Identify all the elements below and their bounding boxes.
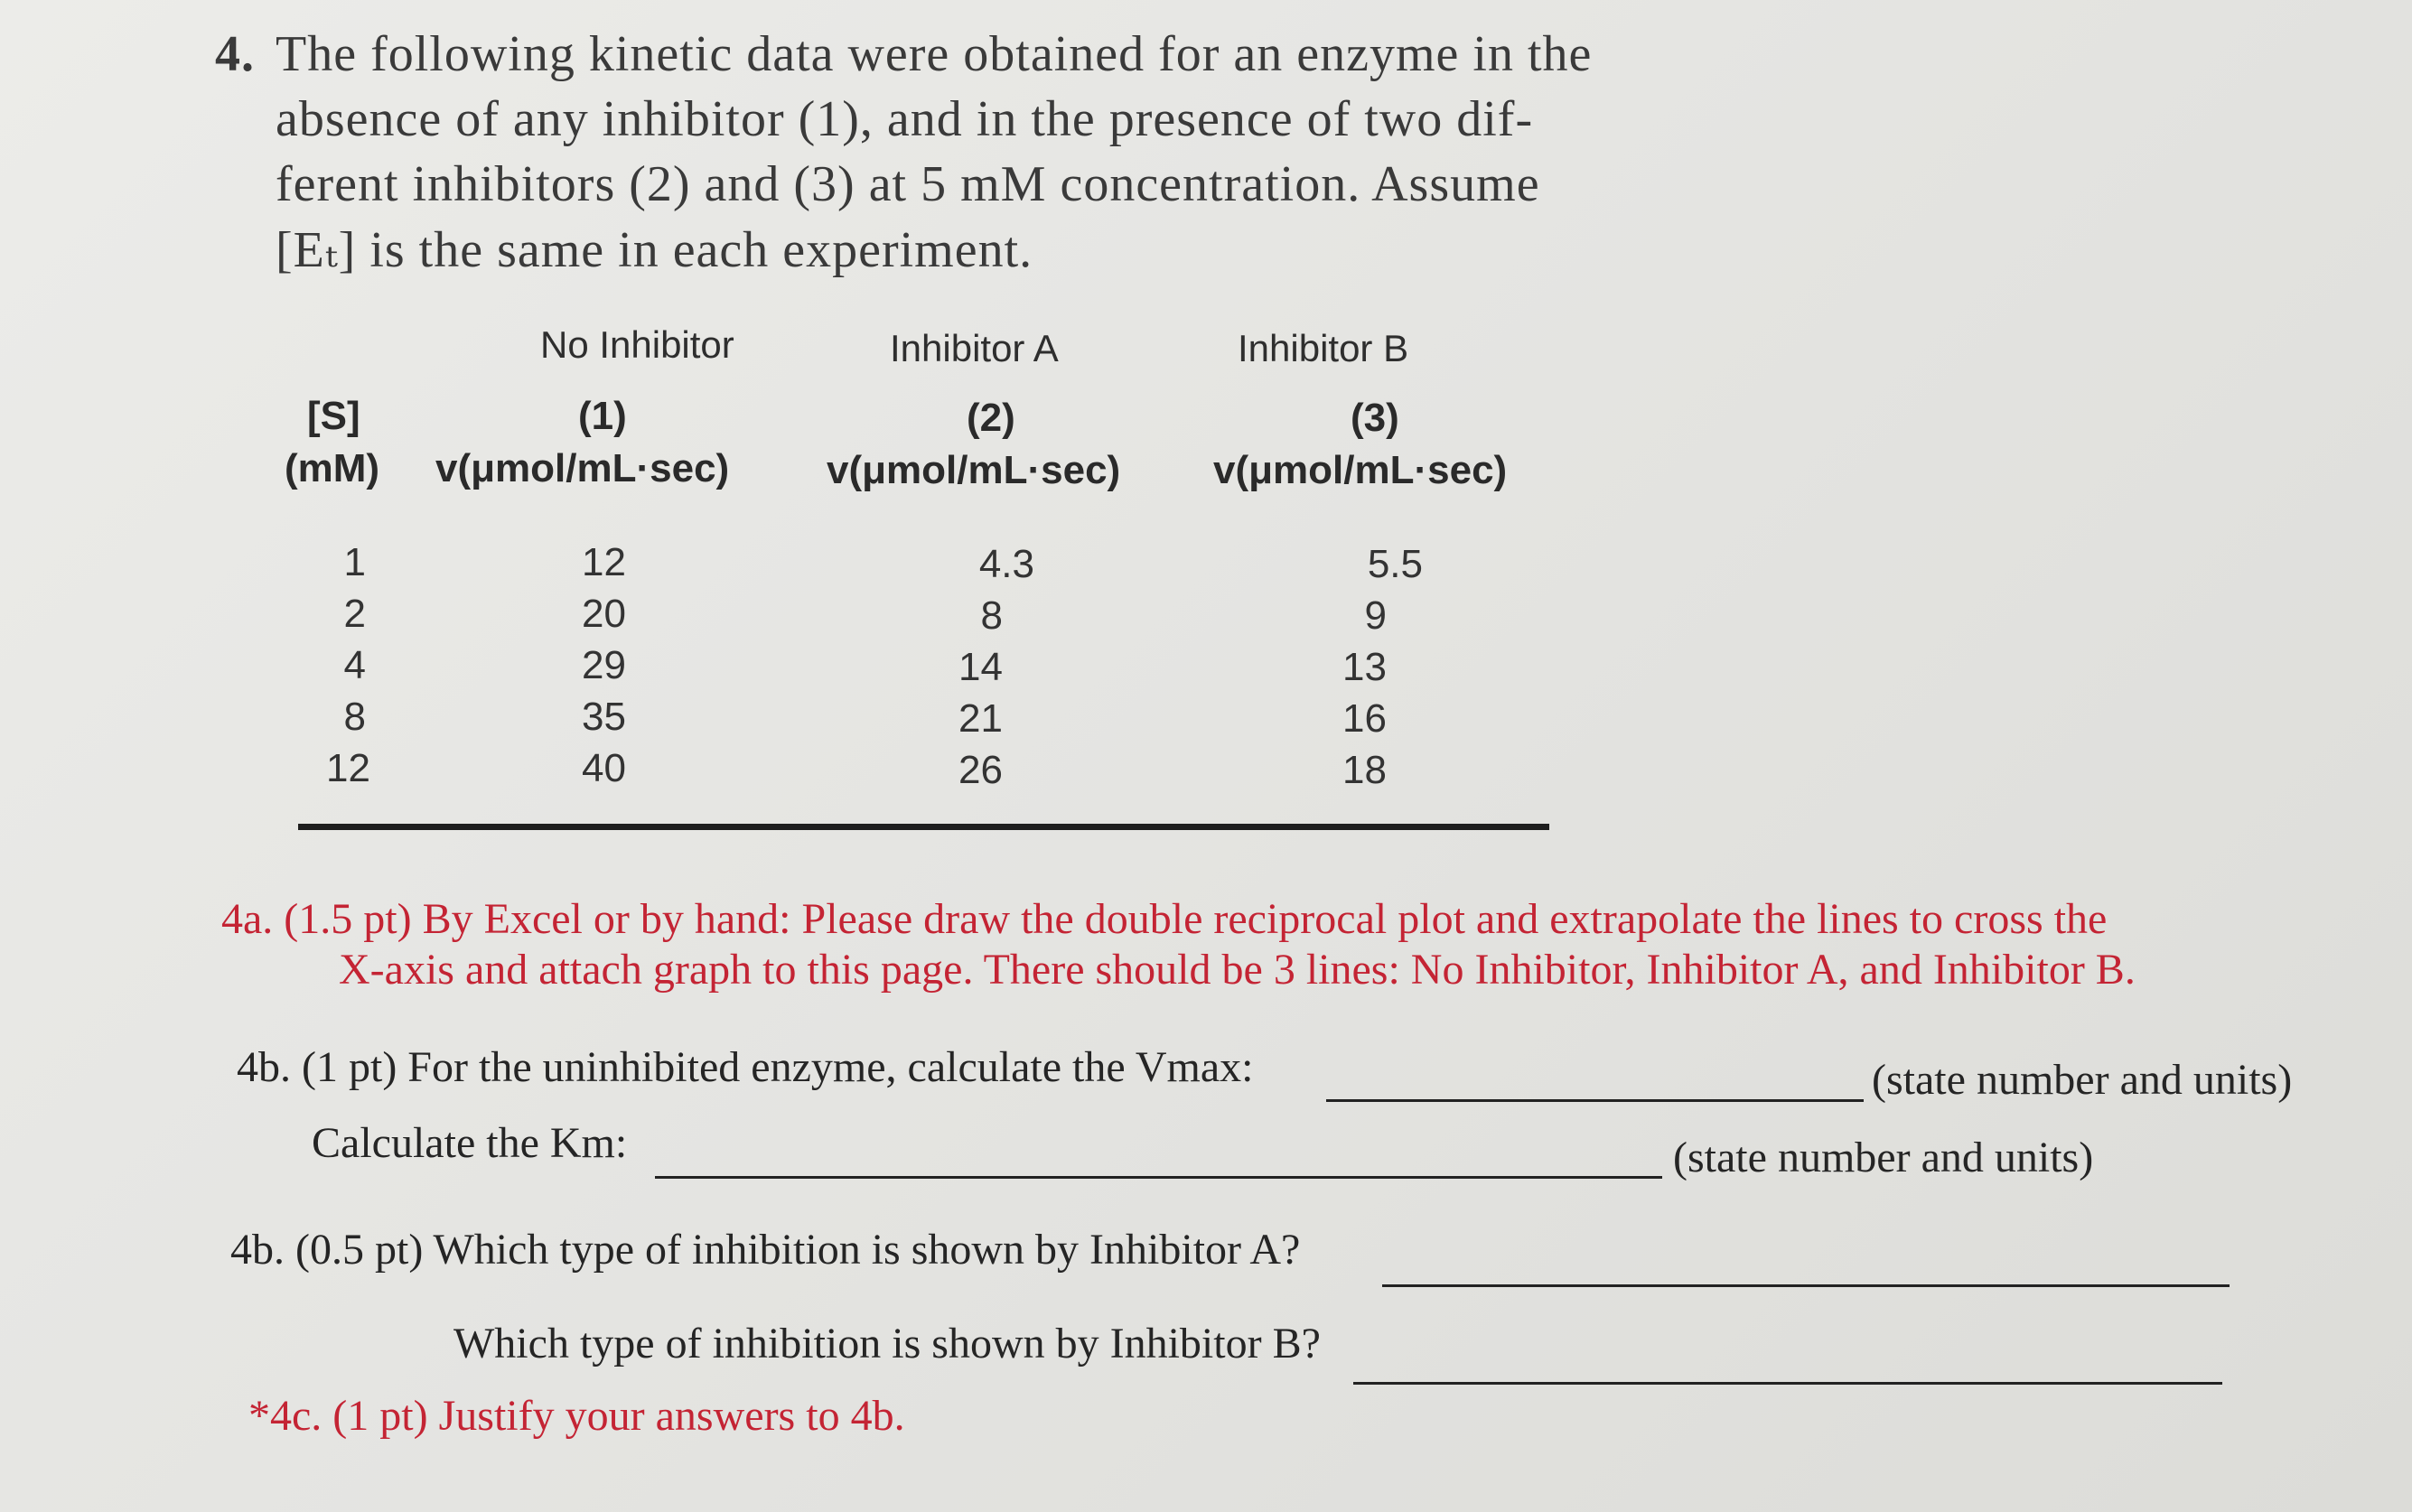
col-unit-3: v(μmol/mL·sec): [1213, 448, 1508, 492]
col-name-inhibitor-b: Inhibitor B: [1238, 327, 1409, 369]
km-answer-line[interactable]: [655, 1176, 1662, 1179]
q4a-line-2: X-axis and attach graph to this page. There should be 3 lines: No Inhibitor, Inhibitor A, and Inhibitor B.: [339, 946, 2136, 994]
cell-v2-r2: 8: [980, 593, 1003, 638]
cell-v3-r2: 9: [1364, 593, 1387, 638]
cell-v2-r4: 21: [958, 696, 1003, 741]
col-name-no-inhibitor: No Inhibitor: [540, 323, 734, 366]
cell-v2-r3: 14: [958, 645, 1003, 689]
problem-line-3: ferent inhibitors (2) and (3) at 5 mM concentration. Assume: [276, 156, 1540, 212]
vmax-units-note: (state number and units): [1872, 1056, 2293, 1104]
cell-s-r5: 12: [326, 746, 370, 790]
cell-v2-r5: 26: [958, 748, 1003, 792]
q4b-inhibitor-b-prompt: Which type of inhibition is shown by Inhibitor B?: [453, 1320, 1321, 1367]
cell-v1-r4: 35: [582, 695, 626, 739]
cell-v1-r5: 40: [582, 746, 626, 790]
cell-v1-r2: 20: [582, 592, 626, 636]
col-unit-2: v(μmol/mL·sec): [827, 448, 1121, 492]
vmax-answer-line[interactable]: [1326, 1099, 1864, 1102]
cell-v3-r1: 5.5: [1367, 542, 1423, 586]
col-number-3: (3): [1351, 396, 1399, 440]
col-number-2: (2): [967, 396, 1015, 440]
s-header: [S]: [307, 394, 360, 438]
problem-number: 4.: [215, 26, 255, 82]
inhibitor-a-answer-line[interactable]: [1382, 1284, 2230, 1287]
cell-v1-r3: 29: [582, 643, 626, 687]
col-name-inhibitor-a: Inhibitor A: [890, 327, 1059, 369]
cell-v3-r3: 13: [1342, 645, 1387, 689]
q4a-line-1: 4a. (1.5 pt) By Excel or by hand: Please draw the double reciprocal plot and extrapolate the lines to cross the: [221, 895, 2108, 943]
q4b-km-prompt: Calculate the Km:: [312, 1119, 628, 1167]
problem-line-2: absence of any inhibitor (1), and in the presence of two dif-: [276, 91, 1534, 147]
inhibitor-b-answer-line[interactable]: [1353, 1382, 2222, 1385]
col-unit-1: v(μmol/mL·sec): [435, 446, 730, 490]
q4b-vmax-prompt: 4b. (1 pt) For the uninhibited enzyme, calculate the Vmax:: [237, 1043, 1254, 1091]
s-unit-header: (mM): [285, 446, 380, 490]
cell-s-r1: 1: [343, 540, 366, 584]
cell-v2-r1: 4.3: [978, 542, 1034, 586]
table-bottom-rule: [298, 824, 1549, 830]
q4c-prompt: *4c. (1 pt) Justify your answers to 4b.: [248, 1392, 905, 1440]
problem-line-4: [Eₜ] is the same in each experiment.: [276, 222, 1033, 278]
q4b-inhibitor-a-prompt: 4b. (0.5 pt) Which type of inhibition is shown by Inhibitor A?: [230, 1226, 1301, 1274]
cell-s-r2: 2: [343, 592, 366, 636]
problem-line-1: The following kinetic data were obtained for an enzyme in the: [276, 26, 1593, 82]
km-units-note: (state number and units): [1673, 1134, 2094, 1181]
cell-v3-r4: 16: [1342, 696, 1387, 741]
cell-v3-r5: 18: [1342, 748, 1387, 792]
cell-s-r3: 4: [343, 643, 366, 687]
col-number-1: (1): [578, 394, 627, 438]
cell-v1-r1: 12: [582, 540, 626, 584]
cell-s-r4: 8: [343, 695, 366, 739]
